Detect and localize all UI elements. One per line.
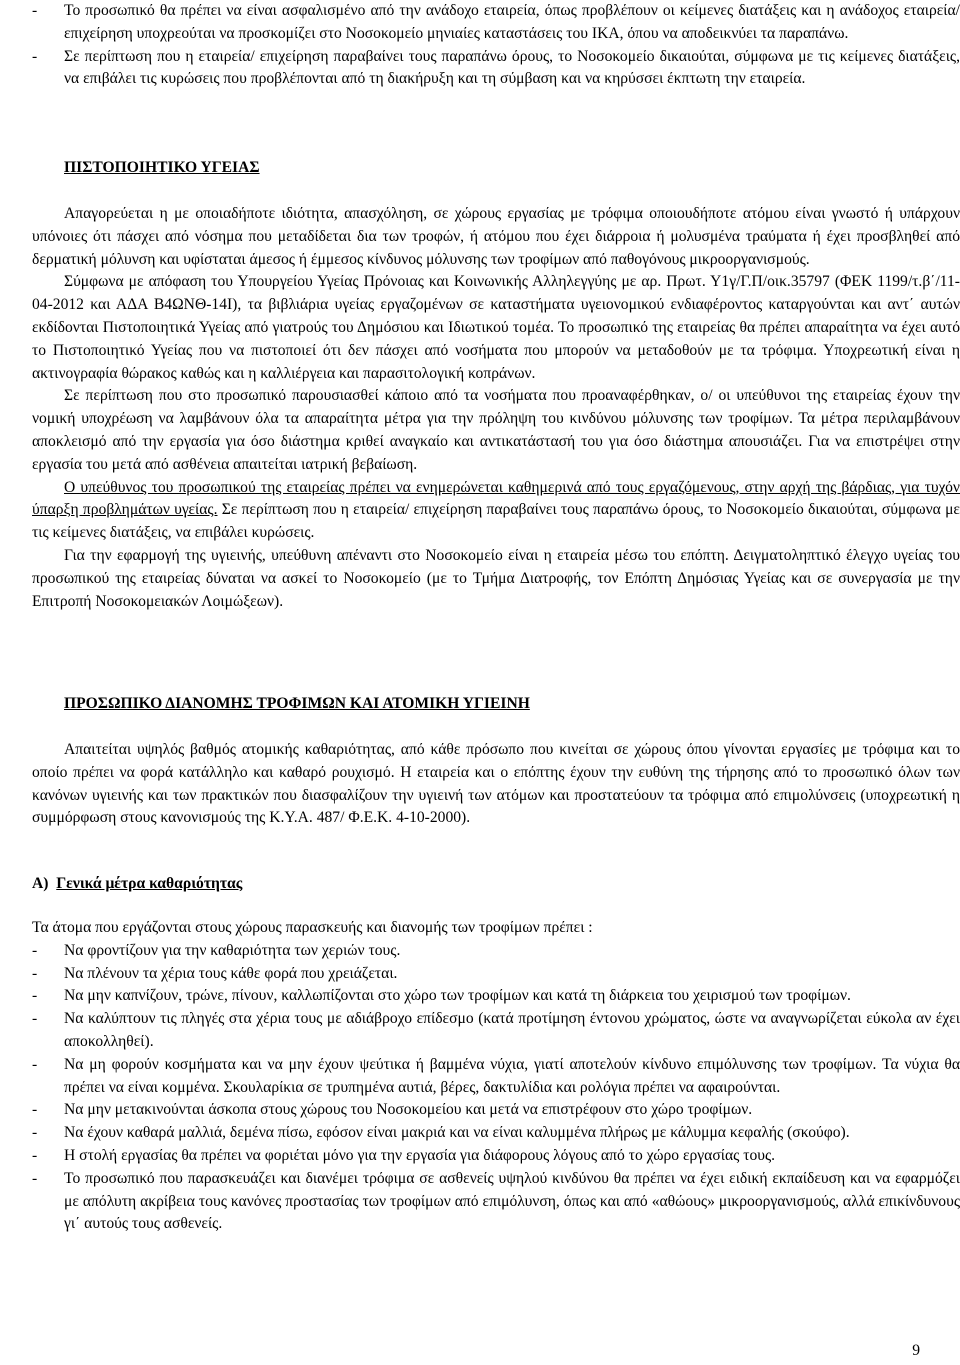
subsection-label: Α) bbox=[32, 875, 49, 892]
personal-hygiene-body bbox=[32, 739, 960, 830]
list-item-text: Το προσωπικό που παρασκευάζει και διανέμει τρόφιμα σε ασθενείς υψηλού κινδύνου θα πρέπει να έχει ειδική εκπαίδευση και να εφαρμόζει με απόλυτη ακρίβεια τους κανόνες προστασίας των τροφίμων από επιμόλυνση, όπως και από «αθώους» μικροοργανισμούς, αλλά επικίνδυνους γι΄ αυτούς τους ασθενείς. bbox=[64, 1169, 960, 1233]
section-heading-health-certificate: ΠΙΣΤΟΠΟΙΗΤΙΚΟ ΥΓΕΙΑΣ bbox=[64, 159, 260, 176]
health-certificate-body bbox=[32, 203, 960, 613]
list-item: - Να μην καπνίζουν, τρώνε, πίνουν, καλλωπίζονται στο χώρο των τροφίμων και κατά τη διάρκεια του χειρισμού των τροφίμων. bbox=[32, 985, 960, 1008]
paragraph-text: Σε περίπτωση που η εταιρεία/ επιχείρηση παραβαίνει τους παραπάνω όρους, το Νοσοκομείο δικαιούται, σύμφωνα με τις κείμενες διατάξεις, να επιβάλει κυρώσεις. bbox=[32, 501, 960, 542]
list-item: - Να μην μετακινούνται άσκοπα στους χώρους του Νοσοκομείου και μετά να επιστρέφουν στο χώρο τροφίμων. bbox=[32, 1099, 960, 1122]
list-item-text: Σε περίπτωση που η εταιρεία/ επιχείρηση παραβαίνει τους παραπάνω όρους, το Νοσοκομείο δικαιούται, σύμφωνα με τις κείμενες διατάξεις, να επιβάλει τις κυρώσεις που προβλέπονται από τη διακήρυξη και τη σύμβαση και να κηρύσσει έκπτωτη την εταιρεία. bbox=[64, 47, 960, 88]
list-item-text: Η στολή εργασίας θα πρέπει να φοριέται μόνο για την εργασία για διάφορους λόγους από το χώρο εργασίας τους. bbox=[64, 1146, 776, 1164]
general-cleanliness-body bbox=[32, 917, 960, 1236]
paragraph bbox=[32, 477, 960, 545]
page-number: 9 bbox=[912, 1342, 920, 1359]
list-item-text: Να μην καπνίζουν, τρώνε, πίνουν, καλλωπίζονται στο χώρο των τροφίμων και κατά τη διάρκεια του χειρισμού των τροφίμων. bbox=[64, 987, 851, 1005]
subsection-title: Γενικά μέτρα καθαριότητας bbox=[56, 875, 243, 892]
list-item-text: Να μην μετακινούνται άσκοπα στους χώρους του Νοσοκομείου και μετά να επιστρέφουν στο χώρο τροφίμων. bbox=[64, 1101, 753, 1119]
list-item-text: Να έχουν καθαρά μαλλιά, δεμένα πίσω, εφόσον είναι μακριά και να είναι καλυμμένα πλήρως με κάλυμμα κεφαλής (σκούφο). bbox=[64, 1124, 850, 1142]
list-item: - Το προσωπικό θα πρέπει να είναι ασφαλισμένο από την ανάδοχο εταιρεία, όπως προβλέπουν οι κείμενες διατάξεις και η ανάδοχος εταιρεία/ επιχείρηση υποχρεούται να προσκομίζει στο Νοσοκομείο μηνιαίες καταστάσεις του ΙΚΑ, όπου να αποδεικνύει τα παραπάνω. bbox=[32, 0, 960, 46]
list-item-text: Να φροντίζουν για την καθαριότητα των χεριών τους. bbox=[64, 941, 401, 959]
paragraph: Απαιτείται υψηλός βαθμός ατομικής καθαριότητας, από κάθε πρόσωπο που κινείται σε χώρους όπου γίνονται εργασίες με τρόφιμα και το οποίο πρέπει να φορά κατάλληλο και καθαρό ρουχισμό. Η εταιρεία και ο επόπτης έχουν την ευθύνη της τήρησης από το προσωπικό όλων των κανόνων υγιεινής και των πρακτικών που διασφαλίζουν την υγιεινή των ατόμων και προστατεύουν τα τρόφιμα από επιμολύνσεις (υποχρεωτική η συμμόρφωση στους κανονισμούς της Κ.Υ.Α. 487/ Φ.Ε.Κ. 4-10-2000). bbox=[32, 741, 960, 827]
list-item: - Να έχουν καθαρά μαλλιά, δεμένα πίσω, εφόσον είναι μακριά και να είναι καλυμμένα πλήρως με κάλυμμα κεφαλής (σκούφο). bbox=[32, 1122, 960, 1145]
section-heading-personal-hygiene: ΠΡΟΣΩΠΙΚΟ ΔΙΑΝΟΜΗΣ ΤΡΟΦΙΜΩΝ ΚΑΙ ΑΤΟΜΙΚΗ ΥΓΙΕΙΝΗ bbox=[64, 695, 530, 712]
list-item: - Να πλένουν τα χέρια τους κάθε φορά που χρειάζεται. bbox=[32, 963, 960, 986]
paragraph: Σε περίπτωση που στο προσωπικό παρουσιασθεί κάποιο από τα νοσήματα που προαναφέρθηκαν, ο/ οι υπεύθυνοι της εταιρείας έχουν την νομική υποχρέωση να λαμβάνουν όλα τα απαραίτητα μέτρα για την πρόληψη του κινδύνου μόλυνσης των τροφίμων. Τα μέτρα περιλαμβάνουν αποκλεισμό από την εργασία για όσο διάστημα κριθεί αναγκαίο και αντικατάστασή του για όσο διάστημα απουσιάζει. Για να επιστρέψει στην εργασία του μετά από ασθένεια απαιτείται ιατρική βεβαίωση. bbox=[32, 387, 960, 473]
intro-bullet-list bbox=[32, 0, 960, 91]
paragraph: Τα άτομα που εργάζονται στους χώρους παρασκευής και διανομής των τροφίμων πρέπει : bbox=[32, 919, 593, 936]
paragraph: Απαγορεύεται η με οποιαδήποτε ιδιότητα, απασχόληση, σε χώρους εργασίας με τρόφιμα οποιουδήποτε ατόμου είναι γνωστό ή υπάρχουν υπόνοιες ότι πάσχει από νόσημα που μεταδίδεται δια των τροφών, ή ατόμου που έχει διάρροια ή μολυσμένα τραύματα ή έχει προσβληθεί από δερματική μόλυνση και υφίσταται άμεσος ή έμμεσος κίνδυνος μόλυνσης των τροφίμων από παθογόνους μικροοργανισμούς. bbox=[32, 205, 960, 268]
list-item: - Σε περίπτωση που η εταιρεία/ επιχείρηση παραβαίνει τους παραπάνω όρους, το Νοσοκομείο δικαιούται, σύμφωνα με τις κείμενες διατάξεις, να επιβάλει τις κυρώσεις που προβλέπονται από τη διακήρυξη και τη σύμβαση και να κηρύσσει έκπτωτη την εταιρεία. bbox=[32, 46, 960, 92]
paragraph: Σύμφωνα με απόφαση του Υπουργείου Υγείας Πρόνοιας και Κοινωνικής Αλληλεγγύης με αρ. Πρωτ. Υ1γ/Γ.Π/οικ.35797 (ΦΕΚ 1199/τ.β΄/11-04-2012 και ΑΔΑ Β4ΩΝΘ-14Ι), τα βιβλιάρια υγείας εργαζομένων σε καταστήματα υγειονομικού ενδιαφέροντος καταργούνται και αντ΄ αυτών εκδίδονται Πιστοποιητικά Υγείας από γιατρούς του Δημόσιου και Ιδιωτικού τομέα. Το προσωπικό της εταιρείας θα πρέπει απαραίτητα να έχει αυτό το Πιστοποιητικό Υγείας που να πιστοποιεί ότι δεν πάσχει από νοσήματα που μπορούν να μεταδοθούν με τα τρόφιμα. Υποχρεωτική είναι η ακτινογραφία θώρακος καθώς και η καλλιέργεια και παρασιτολογική κοπράνων. bbox=[32, 273, 960, 382]
list-item-text: Το προσωπικό θα πρέπει να είναι ασφαλισμένο από την ανάδοχο εταιρεία, όπως προβλέπουν οι κείμενες διατάξεις και η ανάδοχος εταιρεία/ επιχείρηση υποχρεούται να προσκομίζει στο Νοσοκομείο μηνιαίες καταστάσεις του ΙΚΑ, όπου να αποδεικνύει τα παραπάνω. bbox=[64, 2, 960, 42]
list-item: - Το προσωπικό που παρασκευάζει και διανέμει τρόφιμα σε ασθενείς υψηλού κινδύνου θα πρέπει να έχει ειδική εκπαίδευση και να εφαρμόζει με απόλυτη ακρίβεια τους κανόνες προστασίας των τροφίμων από επιμόλυνση, όπως και από «αθώους» μικροοργανισμούς, αλλά επικίνδυνους γι΄ αυτούς τους ασθενείς. bbox=[32, 1168, 960, 1236]
list-item: - Να καλύπτουν τις πληγές στα χέρια τους με αδιάβροχο επίδεσμο (κατά προτίμηση έντονου χρώματος, ώστε να αναγνωρίζεται εύκολα αν έχει αποκολληθεί). bbox=[32, 1008, 960, 1054]
list-item-text: Να μη φορούν κοσμήματα και να μην έχουν ψεύτικα ή βαμμένα νύχια, γιατί αποτελούν κίνδυνο επιμόλυνσης των τροφίμων. Τα νύχια θα πρέπει να είναι κομμένα. Σκουλαρίκια σε τρυπημένα αυτιά, βέρες, δακτυλίδια και ρολόγια πρέπει να αφαιρούνται. bbox=[64, 1055, 960, 1096]
list-item: - Να μη φορούν κοσμήματα και να μην έχουν ψεύτικα ή βαμμένα νύχια, γιατί αποτελούν κίνδυνο επιμόλυνσης των τροφίμων. Τα νύχια θα πρέπει να είναι κομμένα. Σκουλαρίκια σε τρυπημένα αυτιά, βέρες, δακτυλίδια και ρολόγια πρέπει να αφαιρούνται. bbox=[32, 1054, 960, 1100]
paragraph: Για την εφαρμογή της υγιεινής, υπεύθυνη απέναντι στο Νοσοκομείο είναι η εταιρεία μέσω του επόπτη. Δειγματοληπτικό έλεγχο υγείας του προσωπικού της εταιρείας δύναται να ασκεί το Νοσοκομείο (με το Τμήμα Διατροφής, τον Επόπτη Δημόσιας Υγείας και σε συνεργασία με την Επιτροπή Νοσοκομειακών Λοιμώξεων). bbox=[32, 546, 960, 610]
list-item: - Να φροντίζουν για την καθαριότητα των χεριών τους. bbox=[32, 940, 960, 963]
list-item: - Η στολή εργασίας θα πρέπει να φοριέται μόνο για την εργασία για διάφορους λόγους από το χώρο εργασίας τους. bbox=[32, 1145, 960, 1168]
underlined-text: Ο υπεύθυνος του προσωπικού της εταιρείας πρέπει να ενημερώνεται καθημερινά από τους εργαζόμενους, στην αρχή της βάρδιας, για τυχόν ύπαρξη προβλημάτων υγείας. bbox=[32, 478, 960, 519]
subsection-heading-general-cleanliness bbox=[32, 873, 242, 896]
list-item-text: Να καλύπτουν τις πληγές στα χέρια τους με αδιάβροχο επίδεσμο (κατά προτίμηση έντονου χρώματος, ώστε να αναγνωρίζεται εύκολα αν έχει αποκολληθεί). bbox=[64, 1010, 960, 1050]
list-item-text: Να πλένουν τα χέρια τους κάθε φορά που χρειάζεται. bbox=[64, 964, 398, 982]
